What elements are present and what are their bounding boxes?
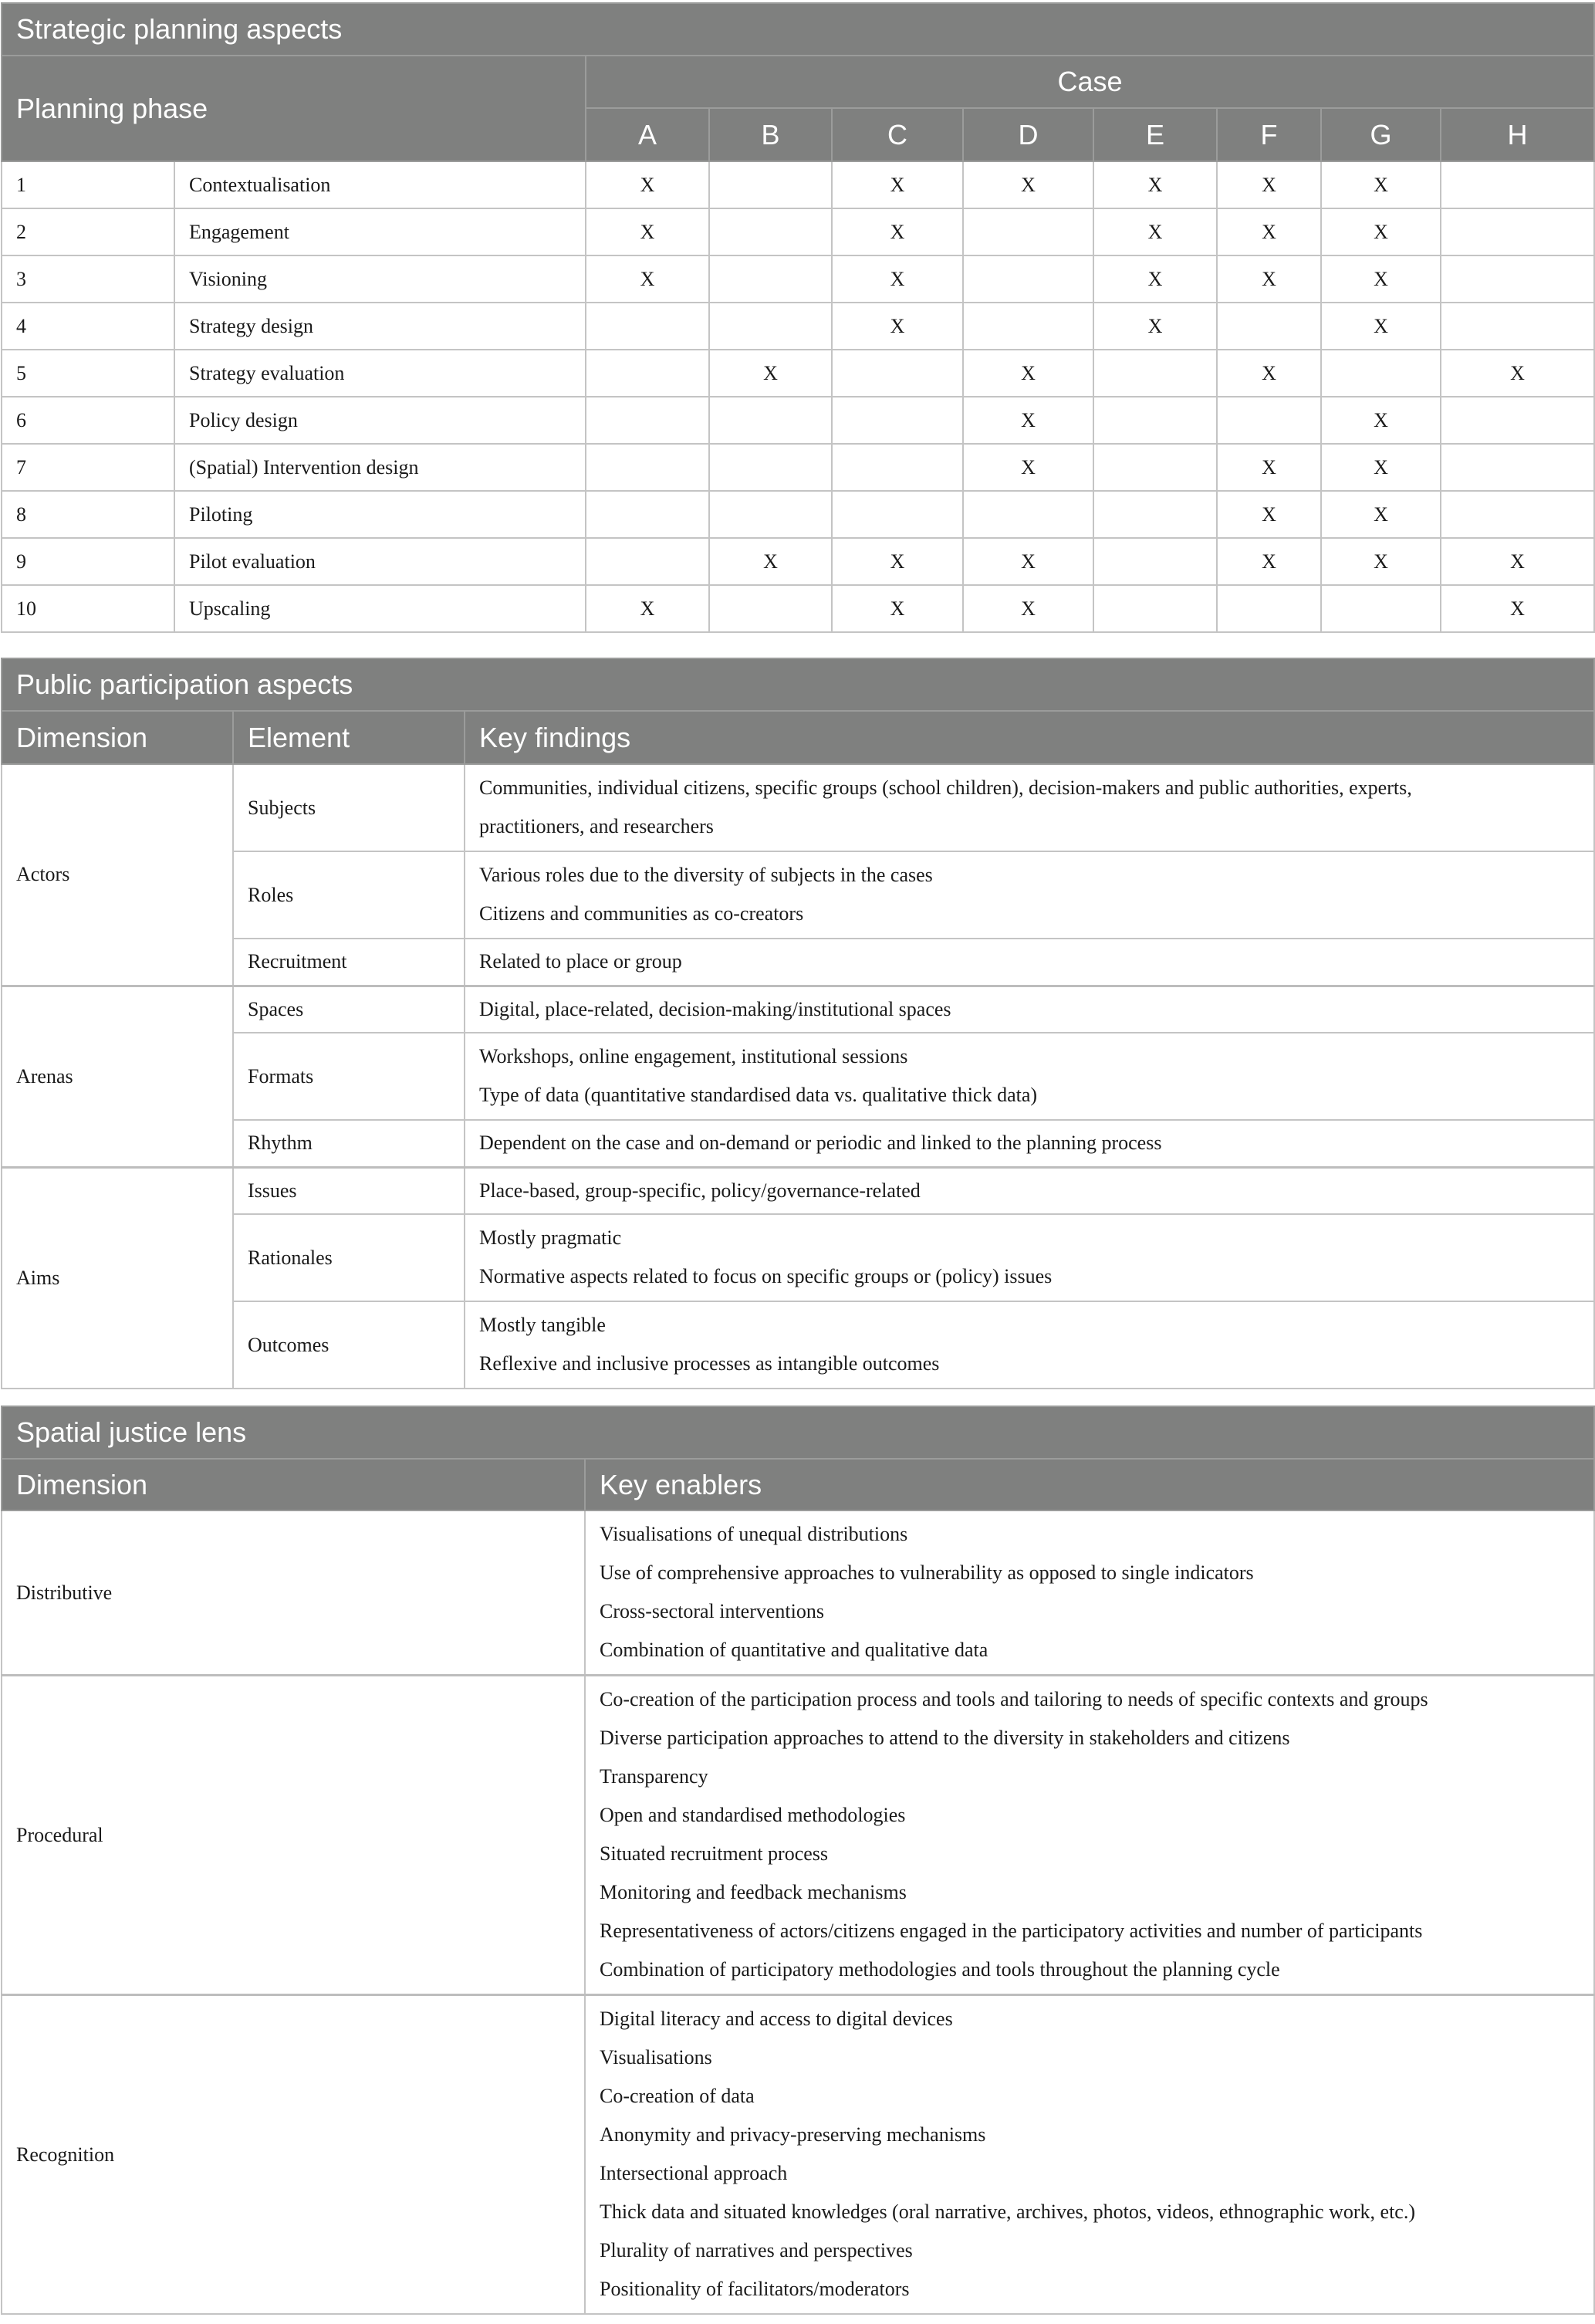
element-cell: Subjects — [233, 764, 465, 851]
case-mark-cell: X — [1217, 255, 1321, 303]
case-column-header: B — [709, 108, 832, 161]
case-mark-cell: X — [832, 161, 963, 208]
case-mark-cell — [832, 444, 963, 491]
strategic-planning-table — [1, 2, 1595, 633]
case-mark-cell — [586, 397, 709, 444]
case-mark-cell: X — [1321, 303, 1441, 350]
phase-number: 3 — [2, 255, 174, 303]
case-mark-cell — [709, 255, 832, 303]
case-column-header: E — [1093, 108, 1217, 161]
phase-number: 7 — [2, 444, 174, 491]
phase-number: 1 — [2, 161, 174, 208]
enabler-text: Digital literacy and access to digital devices — [600, 2008, 953, 2030]
case-mark-cell: X — [832, 585, 963, 632]
case-mark-cell: X — [709, 538, 832, 585]
key-enablers-cell — [585, 1676, 1594, 1995]
table-row — [2, 1033, 1594, 1120]
table-title: Strategic planning aspects — [2, 3, 1594, 56]
case-mark-cell — [1217, 585, 1321, 632]
phase-number: 5 — [2, 350, 174, 397]
case-mark-cell — [1093, 397, 1217, 444]
key-enablers-header: Key enablers — [585, 1459, 1594, 1510]
case-mark-cell — [963, 255, 1093, 303]
case-mark-cell: X — [832, 538, 963, 585]
table-row — [2, 986, 1594, 1033]
case-mark-cell: X — [963, 585, 1093, 632]
case-mark-cell — [709, 491, 832, 538]
phase-number: 6 — [2, 397, 174, 444]
finding-text: Various roles due to the diversity of subjects in the cases — [479, 864, 933, 886]
case-header: Case — [586, 56, 1594, 108]
phase-number: 9 — [2, 538, 174, 585]
case-mark-cell — [1093, 491, 1217, 538]
phase-name: Piloting — [174, 491, 586, 538]
table-row — [2, 491, 1594, 538]
enabler-text: Plurality of narratives and perspectives — [600, 2239, 913, 2261]
case-mark-cell — [1441, 444, 1594, 491]
case-mark-cell: X — [586, 255, 709, 303]
table-row — [2, 1214, 1594, 1301]
case-column-header: A — [586, 108, 709, 161]
case-column-header: G — [1321, 108, 1441, 161]
phase-name: Pilot evaluation — [174, 538, 586, 585]
dimension-header: Dimension — [2, 1459, 585, 1510]
case-mark-cell — [1217, 303, 1321, 350]
case-mark-cell: X — [1093, 255, 1217, 303]
case-mark-cell: X — [586, 585, 709, 632]
case-mark-cell: X — [963, 161, 1093, 208]
table-row — [2, 208, 1594, 255]
phase-name: Policy design — [174, 397, 586, 444]
table-title: Spatial justice lens — [2, 1406, 1594, 1459]
case-mark-cell: X — [1321, 538, 1441, 585]
element-cell: Formats — [233, 1033, 465, 1120]
finding-text: Place-based, group-specific, policy/governance-related — [479, 1179, 921, 1202]
key-findings-cell — [465, 986, 1594, 1033]
finding-text: Reflexive and inclusive processes as intangible outcomes — [479, 1352, 940, 1375]
case-mark-cell — [832, 397, 963, 444]
element-header: Element — [233, 711, 465, 764]
element-cell: Roles — [233, 851, 465, 939]
key-findings-cell — [465, 1033, 1594, 1120]
table-row — [2, 303, 1594, 350]
enabler-text: Cross-sectoral interventions — [600, 1600, 824, 1622]
case-mark-cell: X — [963, 444, 1093, 491]
case-mark-cell — [709, 161, 832, 208]
case-mark-cell — [586, 444, 709, 491]
case-mark-cell: X — [1441, 350, 1594, 397]
case-mark-cell — [1093, 444, 1217, 491]
case-mark-cell: X — [586, 208, 709, 255]
phase-number: 8 — [2, 491, 174, 538]
dimension-cell: Procedural — [2, 1676, 585, 1995]
case-column-header: H — [1441, 108, 1594, 161]
case-mark-cell — [586, 350, 709, 397]
dimension-cell: Aims — [2, 1167, 233, 1389]
dimension-cell: Arenas — [2, 986, 233, 1167]
finding-text: Mostly pragmatic — [479, 1226, 622, 1249]
table-row — [2, 1676, 1594, 1995]
finding-text: Related to place or group — [479, 950, 682, 973]
case-mark-cell — [586, 303, 709, 350]
case-mark-cell: X — [1093, 208, 1217, 255]
finding-text: Dependent on the case and on-demand or periodic and linked to the planning process — [479, 1132, 1162, 1155]
spatial-justice-table — [1, 1406, 1595, 2315]
case-mark-cell: X — [1093, 303, 1217, 350]
enabler-text: Diverse participation approaches to attend to the diversity in stakeholders and citizens — [600, 1727, 1290, 1749]
case-mark-cell: X — [1093, 161, 1217, 208]
case-mark-cell: X — [1441, 585, 1594, 632]
case-mark-cell — [709, 444, 832, 491]
case-mark-cell — [1441, 491, 1594, 538]
enabler-text: Positionality of facilitators/moderators — [600, 2278, 910, 2300]
table-row — [2, 538, 1594, 585]
case-mark-cell: X — [1321, 161, 1441, 208]
dimension-cell: Recognition — [2, 1995, 585, 2315]
key-findings-cell — [465, 939, 1594, 986]
enabler-text: Visualisations — [600, 2046, 712, 2069]
case-mark-cell: X — [1217, 350, 1321, 397]
case-mark-cell — [963, 303, 1093, 350]
finding-text: Workshops, online engagement, institutional sessions — [479, 1045, 908, 1067]
table-row — [2, 764, 1594, 851]
case-mark-cell — [709, 397, 832, 444]
case-mark-cell: X — [1217, 491, 1321, 538]
case-mark-cell — [963, 208, 1093, 255]
case-mark-cell: X — [1441, 538, 1594, 585]
enabler-text: Transparency — [600, 1765, 708, 1788]
finding-text: Normative aspects related to focus on specific groups or (policy) issues — [479, 1265, 1053, 1287]
element-cell: Rationales — [233, 1214, 465, 1301]
element-cell: Outcomes — [233, 1301, 465, 1389]
key-findings-cell — [465, 764, 1594, 851]
case-mark-cell: X — [1217, 208, 1321, 255]
table-row — [2, 255, 1594, 303]
case-column-header: C — [832, 108, 963, 161]
finding-text: Communities, individual citizens, specific groups (school children), decision-makers and public authorities, experts, — [479, 776, 1412, 799]
enabler-text: Combination of quantitative and qualitative data — [600, 1639, 988, 1661]
enabler-text: Use of comprehensive approaches to vulnerability as opposed to single indicators — [600, 1561, 1254, 1584]
case-mark-cell: X — [709, 350, 832, 397]
dimension-cell: Distributive — [2, 1510, 585, 1676]
case-mark-cell — [586, 491, 709, 538]
enabler-text: Monitoring and feedback mechanisms — [600, 1881, 907, 1903]
element-cell: Issues — [233, 1167, 465, 1214]
table-row — [2, 585, 1594, 632]
enabler-text: Co-creation of the participation process and tools and tailoring to needs of specific contexts and groups — [600, 1688, 1428, 1710]
table-row — [2, 161, 1594, 208]
key-findings-cell — [465, 1301, 1594, 1389]
table-row — [2, 939, 1594, 986]
key-findings-header: Key findings — [465, 711, 1594, 764]
finding-text: Digital, place-related, decision-making/institutional spaces — [479, 997, 951, 1020]
enabler-text: Combination of participatory methodologies and tools throughout the planning cycle — [600, 1958, 1280, 1981]
case-mark-cell — [1441, 161, 1594, 208]
case-mark-cell — [1441, 255, 1594, 303]
finding-text: practitioners, and researchers — [479, 815, 714, 837]
case-mark-cell: X — [963, 538, 1093, 585]
case-mark-cell — [832, 491, 963, 538]
phase-name: Visioning — [174, 255, 586, 303]
case-mark-cell — [832, 350, 963, 397]
enabler-text: Thick data and situated knowledges (oral narrative, archives, photos, videos, ethnographic work, etc.) — [600, 2201, 1415, 2223]
case-mark-cell — [586, 538, 709, 585]
case-mark-cell — [709, 303, 832, 350]
case-mark-cell — [1217, 397, 1321, 444]
finding-text: Citizens and communities as co-creators — [479, 902, 804, 925]
case-mark-cell: X — [963, 397, 1093, 444]
public-participation-table — [1, 658, 1595, 1389]
key-findings-cell — [465, 1214, 1594, 1301]
case-mark-cell — [1093, 538, 1217, 585]
table-row — [2, 350, 1594, 397]
table-row — [2, 1301, 1594, 1389]
case-mark-cell — [963, 491, 1093, 538]
case-mark-cell — [1093, 350, 1217, 397]
enabler-text: Situated recruitment process — [600, 1842, 829, 1865]
case-mark-cell — [709, 208, 832, 255]
table-row — [2, 444, 1594, 491]
case-mark-cell: X — [1321, 491, 1441, 538]
case-mark-cell — [1321, 585, 1441, 632]
case-mark-cell: X — [1217, 161, 1321, 208]
table-row — [2, 397, 1594, 444]
case-mark-cell — [1321, 350, 1441, 397]
finding-text: Type of data (quantitative standardised data vs. qualitative thick data) — [479, 1084, 1038, 1106]
case-mark-cell — [709, 585, 832, 632]
case-mark-cell: X — [1321, 397, 1441, 444]
case-mark-cell: X — [1217, 444, 1321, 491]
table-row — [2, 851, 1594, 939]
case-column-header: D — [963, 108, 1093, 161]
case-mark-cell: X — [832, 303, 963, 350]
phase-name: Strategy design — [174, 303, 586, 350]
finding-text: Mostly tangible — [479, 1314, 606, 1336]
case-mark-cell: X — [1321, 208, 1441, 255]
enabler-text: Visualisations of unequal distributions — [600, 1523, 908, 1545]
key-findings-cell — [465, 851, 1594, 939]
enabler-text: Co-creation of data — [600, 2085, 755, 2107]
case-mark-cell: X — [1321, 444, 1441, 491]
key-enablers-cell — [585, 1995, 1594, 2315]
case-mark-cell: X — [1321, 255, 1441, 303]
phase-name: (Spatial) Intervention design — [174, 444, 586, 491]
element-cell: Recruitment — [233, 939, 465, 986]
phase-name: Upscaling — [174, 585, 586, 632]
key-findings-cell — [465, 1120, 1594, 1167]
case-mark-cell: X — [832, 255, 963, 303]
key-findings-cell — [465, 1167, 1594, 1214]
phase-number: 10 — [2, 585, 174, 632]
case-mark-cell: X — [1217, 538, 1321, 585]
case-mark-cell: X — [832, 208, 963, 255]
case-mark-cell: X — [963, 350, 1093, 397]
key-enablers-cell — [585, 1510, 1594, 1676]
phase-number: 2 — [2, 208, 174, 255]
dimension-header: Dimension — [2, 711, 233, 764]
enabler-text: Representativeness of actors/citizens engaged in the participatory activities and number of participants — [600, 1920, 1423, 1942]
case-mark-cell — [1441, 303, 1594, 350]
table-title: Public participation aspects — [2, 658, 1594, 711]
phase-name: Strategy evaluation — [174, 350, 586, 397]
case-mark-cell — [1441, 208, 1594, 255]
planning-phase-header: Planning phase — [2, 56, 586, 161]
case-mark-cell: X — [586, 161, 709, 208]
phase-name: Contextualisation — [174, 161, 586, 208]
table-row — [2, 1120, 1594, 1167]
element-cell: Spaces — [233, 986, 465, 1033]
dimension-cell: Actors — [2, 764, 233, 986]
case-mark-cell — [1093, 585, 1217, 632]
table-row — [2, 1510, 1594, 1676]
element-cell: Rhythm — [233, 1120, 465, 1167]
table-row — [2, 1167, 1594, 1214]
phase-number: 4 — [2, 303, 174, 350]
enabler-text: Open and standardised methodologies — [600, 1804, 906, 1826]
case-mark-cell — [1441, 397, 1594, 444]
table-row — [2, 1995, 1594, 2315]
enabler-text: Anonymity and privacy-preserving mechanisms — [600, 2123, 986, 2146]
enabler-text: Intersectional approach — [600, 2162, 788, 2184]
phase-name: Engagement — [174, 208, 586, 255]
case-column-header: F — [1217, 108, 1321, 161]
